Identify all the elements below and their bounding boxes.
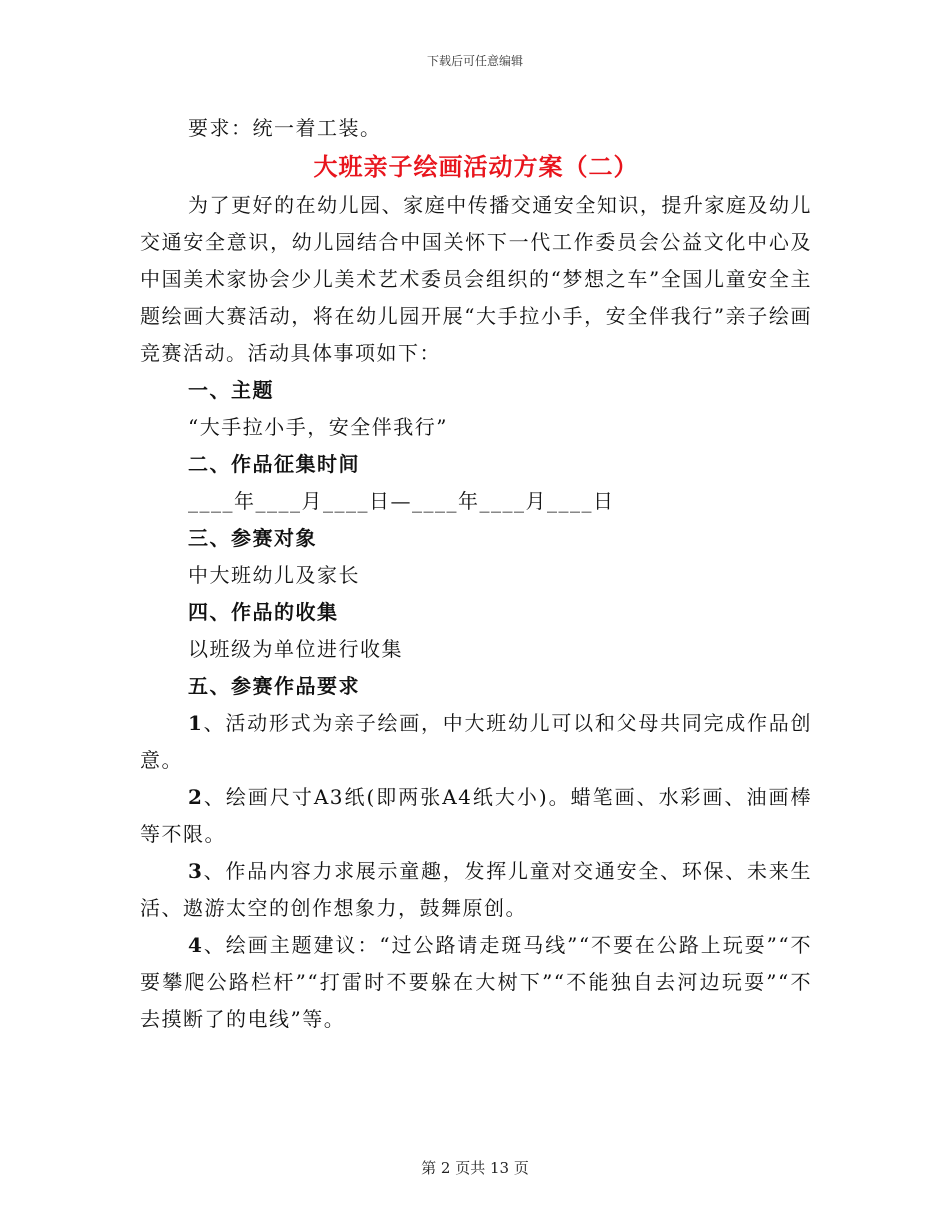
section-body-collection-time: ____年____月____日—____年____月____日 [188, 489, 615, 513]
section-heading-theme: 一、主题 [188, 378, 274, 402]
section-body-theme: “大手拉小手，安全伴我行” [188, 415, 448, 439]
document-body [140, 110, 812, 1038]
requirement-text: 、绘画主题建议：“过公路请走斑马线”“不要在公路上玩耍”“不要攀爬公路栏杆”“打雷时不要躲在大树下”“不能独自去河边玩耍”“不去摸断了的电线”等。 [140, 933, 812, 1031]
page-number-footer: 第 2 页共 13 页 [421, 1159, 529, 1177]
requirement-number: 1 [188, 711, 204, 735]
section-heading-collection-time: 二、作品征集时间 [188, 452, 360, 476]
requirement-text: 、绘画尺寸A3纸(即两张A4纸大小)。蜡笔画、水彩画、油画棒等不限。 [140, 785, 812, 846]
section-heading-gathering: 四、作品的收集 [188, 600, 339, 624]
requirement-number: 3 [188, 859, 204, 883]
intro-paragraph: 为了更好的在幼儿园、家庭中传播交通安全知识，提升家庭及幼儿交通安全意识，幼儿园结合中国关怀下一代工作委员会公益文化中心及中国美术家协会少儿美术艺术委员会组织的“梦想之车”全国儿童安全主题绘画大赛活动，将在幼儿园开展“大手拉小手，安全伴我行”亲子绘画竞赛活动。活动具体事项如下： [140, 193, 812, 365]
requirement-item [140, 779, 812, 853]
requirement-text: 、活动形式为亲子绘画，中大班幼儿可以和父母共同完成作品创意。 [140, 711, 812, 772]
section-heading-participants: 三、参赛对象 [188, 526, 317, 550]
requirement-item [140, 927, 812, 1038]
section-body-gathering: 以班级为单位进行收集 [188, 637, 403, 661]
requirement-number: 4 [188, 933, 204, 957]
document-title: 大班亲子绘画活动方案（二） [313, 152, 639, 181]
requirement-item [140, 705, 812, 779]
requirement-text: 、作品内容力求展示童趣，发挥儿童对交通安全、环保、未来生活、遨游太空的创作想象力，鼓舞原创。 [140, 859, 812, 920]
requirement-number: 2 [188, 785, 204, 809]
requirement-item [140, 853, 812, 927]
page-header-note: 下载后可任意编辑 [426, 54, 523, 68]
intro-line: 要求：统一着工装。 [188, 116, 382, 140]
section-body-participants: 中大班幼儿及家长 [188, 563, 360, 587]
section-heading-requirements: 五、参赛作品要求 [188, 674, 360, 698]
